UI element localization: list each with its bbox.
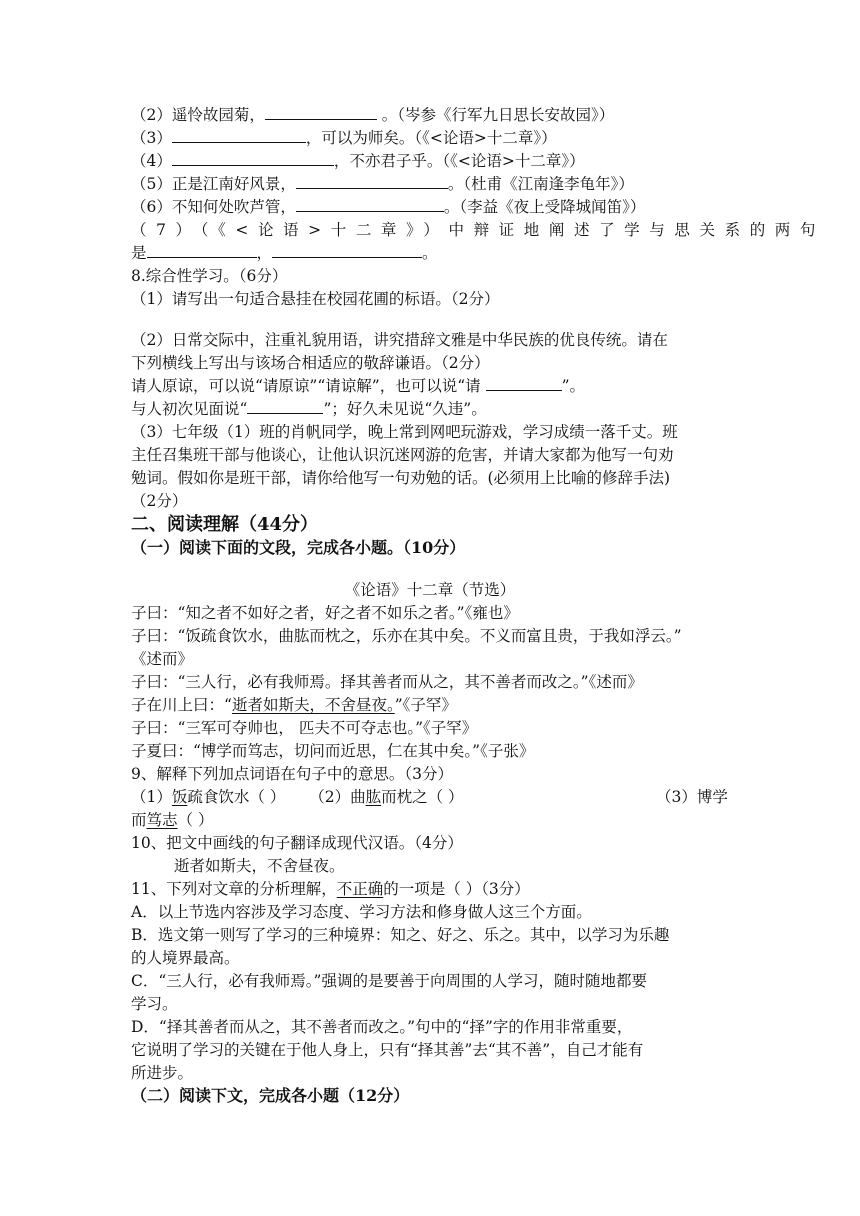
- answer-blank[interactable]: [296, 196, 444, 212]
- passage-line-6: 子曰：“三军可夺帅也， 匹夫不可夺志也。”《子罕》: [131, 719, 478, 737]
- passage-line-1: 子曰：“知之者不如好之者，好之者不如乐之者。”《雍也》: [131, 604, 519, 622]
- q7-item-4: [131, 150, 585, 172]
- q11-option-b-line2: 的人境界最高。: [131, 949, 240, 967]
- q9-line2: [131, 809, 213, 831]
- passage-line-5-post: ”《子罕》: [394, 696, 457, 714]
- underlined-sentence: 逝者如斯夫，不舍昼夜。: [231, 696, 395, 714]
- q8-part3-line2: 主任召集班干部与他谈心，让他认识沉迷网游的危害，并请大家都为他写一句劝: [131, 446, 674, 464]
- q10-sentence: 逝者如斯夫，不舍昼夜。: [174, 857, 345, 875]
- passage-line-5: [131, 694, 457, 716]
- q8-part3-line1: （3）七年级（1）班的肖帆同学，晚上常到网吧玩游戏，学习成绩一落千丈。班: [131, 423, 678, 441]
- q11-option-c-line1: C．“三人行，必有我师焉。”强调的是要善于向周围的人学习，随时随地都要: [131, 972, 647, 990]
- passage-title: 《论语》十二章（节选）: [344, 581, 516, 599]
- q9-a-pre: （1）: [131, 788, 172, 806]
- q7-item-2-pre: （2）遥怜故园菊，: [131, 106, 265, 124]
- q7-item-6-pre: （6）不知何处吹芦管，: [131, 198, 296, 216]
- q7-item-5: [131, 173, 634, 195]
- passage-line-7: 子夏曰：“博学而笃志，切问而近思，仁在其中矣。”《子张》: [131, 742, 535, 760]
- q9-a-word: 饭: [171, 788, 188, 806]
- q11-title-post: 的一项是（ ）（3分）: [383, 880, 530, 898]
- q9-c: （3）博学: [656, 788, 728, 806]
- passage-line-4: 子曰：“三人行，必有我师焉。择其善者而从之，其不善者而改之。”《述而》: [131, 673, 643, 691]
- q7-item-3: [131, 127, 557, 149]
- answer-blank[interactable]: [172, 127, 306, 143]
- q11-option-d-line2: 它说明了学习的关键在于他人身上，只有“择其善”去“其不善”，自己才能有: [131, 1041, 644, 1059]
- answer-blank[interactable]: [486, 375, 562, 391]
- q9-c-post: （ ）: [177, 811, 214, 829]
- q7-item-2: [131, 104, 614, 126]
- q7-item-4-post: ，不亦君子乎。（《<论语>十二章》）: [333, 152, 585, 170]
- q8-part2-line1: （2）日常交际中，注重礼貌用语，讲究措辞文雅是中华民族的优良传统。请在: [131, 331, 668, 349]
- passage-line-3: 《述而》: [131, 650, 194, 668]
- q7-item-4-pre: （4）: [131, 152, 172, 170]
- q7-item-3-post: ，可以为师矣。（《<论语>十二章》）: [305, 129, 557, 147]
- q9-c-word: 笃志: [146, 811, 178, 829]
- answer-blank[interactable]: [272, 242, 422, 258]
- q8-part2-line4-pre: 与人初次见面说“: [131, 400, 248, 418]
- q11-option-c-line2: 学习。: [131, 995, 178, 1013]
- q7-item-3-pre: （3）: [131, 129, 172, 147]
- q8-part2-line3: [131, 375, 585, 397]
- answer-blank[interactable]: [265, 104, 377, 120]
- q11-title: [131, 878, 530, 900]
- q9-title: 9、解释下列加点词语在句子中的意思。（3分）: [131, 765, 453, 783]
- q8-part3-line4: （2分）: [131, 492, 188, 510]
- q8-title: 8.综合性学习。（6分）: [131, 267, 288, 285]
- q11-option-b-line1: B．选文第一则写了学习的三种境界：知之、好之、乐之。其中，以学习为乐趣: [131, 926, 670, 944]
- q7-item-2-post: 。（岑参《行军九日思长安故园》）: [376, 106, 615, 124]
- q7-item-7-pre: 是: [131, 244, 147, 262]
- q7-item-6: [131, 196, 645, 218]
- q9-c-pre: 而: [131, 811, 147, 829]
- answer-blank[interactable]: [296, 173, 448, 189]
- q7-item-7-mid: ，: [256, 244, 273, 262]
- q8-part2-line3-pre: 请人原谅，可以说“请原谅”“请谅解”，也可以说“请: [131, 377, 486, 395]
- q7-item-7-post: 。: [422, 244, 438, 262]
- q8-part2-line3-post: ”。: [561, 377, 585, 395]
- q9-a-post: 疏食饮水（ ）: [187, 788, 286, 806]
- q7-item-5-post: 。（杜甫《江南逢李龟年》）: [447, 175, 634, 193]
- section2-title: 二、阅读理解（44分）: [131, 514, 319, 535]
- passage-line-2: 子曰：“饭疏食饮水，曲肱而枕之，乐亦在其中矣。不义而富且贵，于我如浮云。”: [131, 627, 682, 645]
- q8-part3-line3: 勉词。假如你是班干部，请你给他写一句劝勉的话。(必须用上比喻的修辞手法): [131, 469, 671, 487]
- q7-item-6-post: 。（李益《夜上受降城闻笛》）: [443, 198, 646, 216]
- q7-item-7-line2: [131, 242, 438, 264]
- q11-option-d-line3: 所进步。: [131, 1064, 194, 1082]
- answer-blank[interactable]: [172, 150, 334, 166]
- answer-blank[interactable]: [247, 398, 323, 414]
- q11-option-d-line1: D．“择其善者而从之，其不善者而改之。”句中的“择”字的作用非常重要，: [131, 1018, 633, 1036]
- q7-item-5-pre: （5）正是江南好风景，: [131, 175, 296, 193]
- q9-line1: [131, 786, 731, 808]
- section2-sub2: （二）阅读下文，完成各小题（12分）: [131, 1086, 410, 1105]
- q7-item-7-line1: （7）（《<论语>十二章》）中辩证地阐述了学与思关系的两句: [131, 221, 825, 239]
- q10-title: 10、把文中画线的句子翻译成现代汉语。（4分）: [131, 834, 463, 852]
- answer-blank[interactable]: [147, 242, 257, 258]
- q8-part2-line4: [131, 398, 487, 420]
- q9-b-post: 而枕之（ ）: [381, 788, 464, 806]
- passage-line-5-pre: 子在川上曰：“: [131, 696, 232, 714]
- q11-title-pre: 11、下列对文章的分析理解，: [131, 880, 337, 898]
- q8-part2-line2: 下列横线上写出与该场合相适应的敬辞谦语。（2分）: [131, 354, 490, 372]
- section2-sub1: （一）阅读下面的文段，完成各小题。（10分）: [131, 538, 466, 557]
- q11-title-underlined: 不正确: [336, 880, 384, 898]
- q9-b-pre: （2）曲: [309, 788, 366, 806]
- q8-part1: （1）请写出一句适合悬挂在校园花圃的标语。（2分）: [131, 290, 500, 308]
- q9-b-word: 肱: [365, 788, 382, 806]
- q8-part2-line4-post: ”；好久未见说“久违”。: [323, 400, 487, 418]
- q11-option-a: A．以上节选内容涉及学习态度、学习方法和修身做人这三个方面。: [131, 903, 592, 921]
